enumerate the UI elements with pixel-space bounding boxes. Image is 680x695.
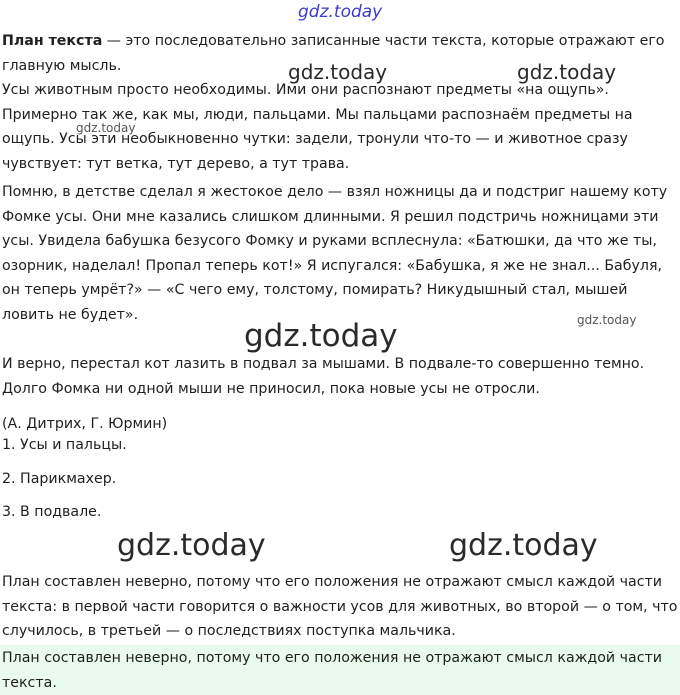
- definition-text: — это последовательно записанные части текста, которые отражают его главную мысль.: [2, 33, 665, 74]
- watermark: gdz.today: [577, 313, 637, 327]
- definition-term: План текста: [2, 33, 103, 49]
- explanation-paragraph: План составлен неверно, потому что его положения не отражают смысл каждой части текста: в первой части говорится о важности усов для животных, во второй — о том, что случилось, в третьей — о последствиях поступка мальчика.: [2, 574, 678, 639]
- watermark: gdz.today: [117, 528, 266, 563]
- plan-item: 1. Усы и пальцы.: [2, 437, 127, 453]
- plan-item: 2. Парикмахер.: [2, 471, 117, 487]
- plan-item: 3. В подвале.: [2, 504, 102, 520]
- watermark-top: gdz.today: [298, 2, 383, 22]
- story-paragraph-2: Помню, в детстве сделал я жестокое дело — взял ножницы да и подстриг нашему коту Фомке усы. Они мне казались слишком длинными. Я решил подстричь ножницами эти усы. Увидела бабушка безусого Фомку и руками всплеснула: «Батюшки, да что же ты, озорник, наделал! Пропал теперь кот!» Я испугался: «Бабушка, я же не знал... Бабуля, он теперь умрёт?» — «С чего ему, толстому, помирать? Никудышный стал, мышей ловить не будет».: [2, 184, 668, 323]
- watermark: gdz.today: [517, 60, 617, 84]
- story-authors: (А. Дитрих, Г. Юрмин): [2, 416, 168, 432]
- watermark: gdz.today: [244, 318, 398, 354]
- watermark: gdz.today: [288, 60, 388, 84]
- answer-text: План составлен неверно, потому что его положения не отражают смысл каждой части текста.: [2, 650, 663, 691]
- story-paragraph-1: Усы животным просто необходимы. Ими они распознают предметы «на ощупь». Примерно так же, как мы, люди, пальцами. Мы пальцами распознаём предметы на ощупь. Усы эти необыкновенно чутки: задели, тронули что-то — и животное сразу чувствует: тут ветка, тут дерево, а тут трава.: [2, 82, 633, 172]
- answer-box: [0, 645, 680, 695]
- story-paragraph-3: И верно, перестал кот лазить в подвал за мышами. В подвале-то совершенно темно. Долго Фомка ни одной мыши не приносил, пока новые усы не отросли.: [2, 356, 645, 397]
- watermark: gdz.today: [449, 528, 598, 563]
- watermark: gdz.today: [76, 121, 136, 135]
